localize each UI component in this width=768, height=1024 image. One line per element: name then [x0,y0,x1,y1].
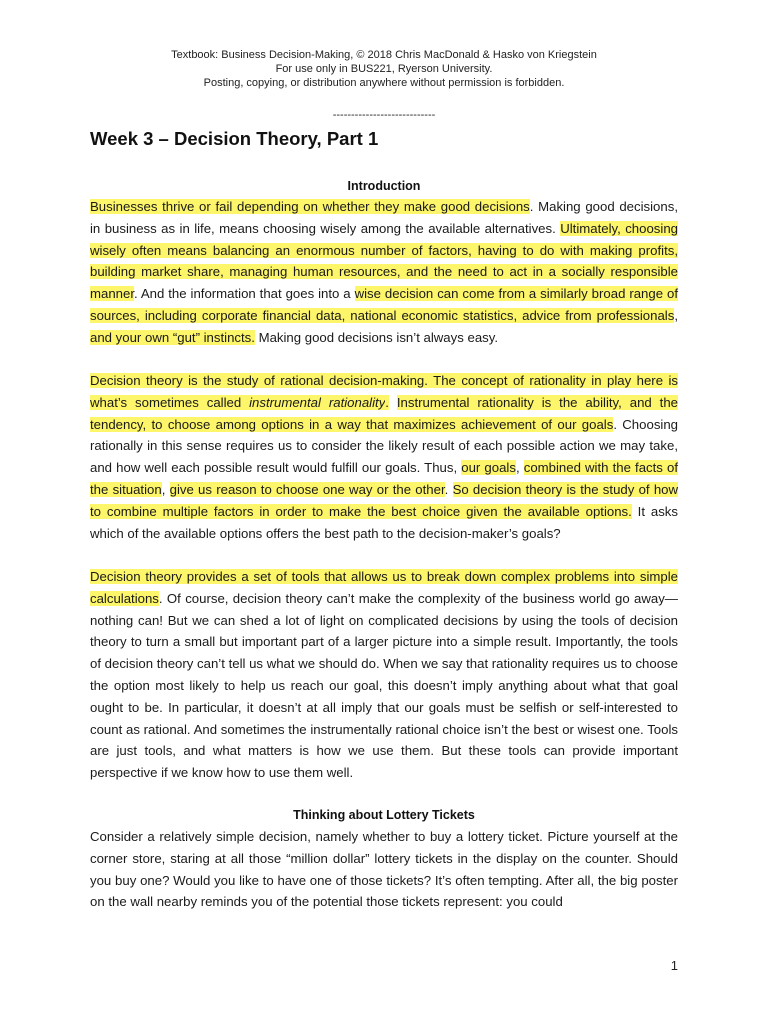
text-run: . Of course, decision theory can’t make the complexity of the business world go away—nothing can! But we can shed a lot of light on complicated decisions by using the tools of decision theory to turn a small but important part of a larger picture into a simple result. Importantly, the tools of decision theory can’t tell us what we should do. When we say that rationality requires us to choose the option most likely to help us reach our goal, this doesn’t imply anything about what that goal ought to be. In particular, it doesn’t at all imply that our goals must be selfish or self-interested to count as rational. And sometimes the instrumentally rational choice isn’t the best or wisest one. Tools are just tools, and what matters is how we use them. But these tools can provide important perspective if we know how to use them well. [90,590,678,781]
paragraph-introduction [90,196,678,349]
text-run: , [515,460,524,476]
paragraph-decision-theory [90,370,678,544]
highlight: Decision theory provides a set of tools that allows us to break down complex problems into simple calculations [90,569,678,606]
highlight-italic: instrumental rationality [249,394,386,410]
text-run: , [161,481,170,497]
highlight: So decision theory is the study of how to combine multiple factors in order to make the best choice given the available options. [90,481,679,519]
highlight: Instrumental rationality is the ability, and the tendency, to choose among options in a way that maximizes achievement of our goals [90,394,678,432]
page-title: Week 3 – Decision Theory, Part 1 [90,128,379,149]
header-divider: ---------------------------- [332,109,436,121]
highlight: give us reason to choose one way or the other [169,481,445,497]
text-run: . Making good decisions, in business as in life, means choosing wisely among the available alternatives. [90,199,678,236]
header-line-3: Posting, copying, or distribution anywhere without permission is forbidden. [203,77,565,89]
copyright-header [90,48,678,90]
text-run: It asks which of the available options offers the best path to the decision-maker’s goals? [90,503,678,541]
paragraph-tools [90,566,678,784]
highlight: Ultimately, choosing wisely often means balancing an enormous number of factors, having to do with making profits, building market share, managing human resources, and the need to act in a socially responsible manner [90,220,678,302]
text-run: Consider a relatively simple decision, namely whether to buy a lottery ticket. Picture yourself at the corner store, staring at all those “million dollar” lottery tickets in the display on the counter. Should you buy one? Would you like to have one of those tickets? It’s often tempting. After all, the big poster on the wall nearby reminds you of the potential those tickets represent: you could [90,829,678,910]
text-run [389,395,397,410]
highlight: Decision theory is the study of rational decision-making. The concept of rationality in play here is what’s sometimes called [90,373,678,410]
highlight: Businesses thrive or fail depending on whether they make good decisions [90,199,530,214]
text-run: . [444,481,453,497]
text-run: Making good decisions isn’t always easy. [254,329,499,345]
highlight: wise decision can come from a similarly broad range of sources, including corporate financial data, national economic statistics, advice from professionals [90,286,678,323]
highlight: . [385,394,389,410]
paragraph-lottery [90,826,678,913]
highlight: combined with the facts of the situation [90,460,678,497]
highlight: our goals [461,460,516,476]
highlight: and your own “gut” instincts. [90,329,255,345]
header-line-1: Textbook: Business Decision-Making, © 2018 Chris MacDonald & Hasko von Kriegstein [171,49,597,61]
header-line-2: For use only in BUS221, Ryerson University. [275,63,493,75]
section-heading-lottery: Thinking about Lottery Tickets [293,808,475,822]
section-heading-introduction: Introduction [347,179,421,193]
text-run: , [674,307,678,323]
text-run: . And the information that goes into a [134,286,355,302]
page-number: 1 [670,958,678,973]
text-run: . Choosing rationally in this sense requires us to consider the likely result of each possible action we may take, and how well each possible result would fulfill our goals. Thus, [90,416,679,476]
